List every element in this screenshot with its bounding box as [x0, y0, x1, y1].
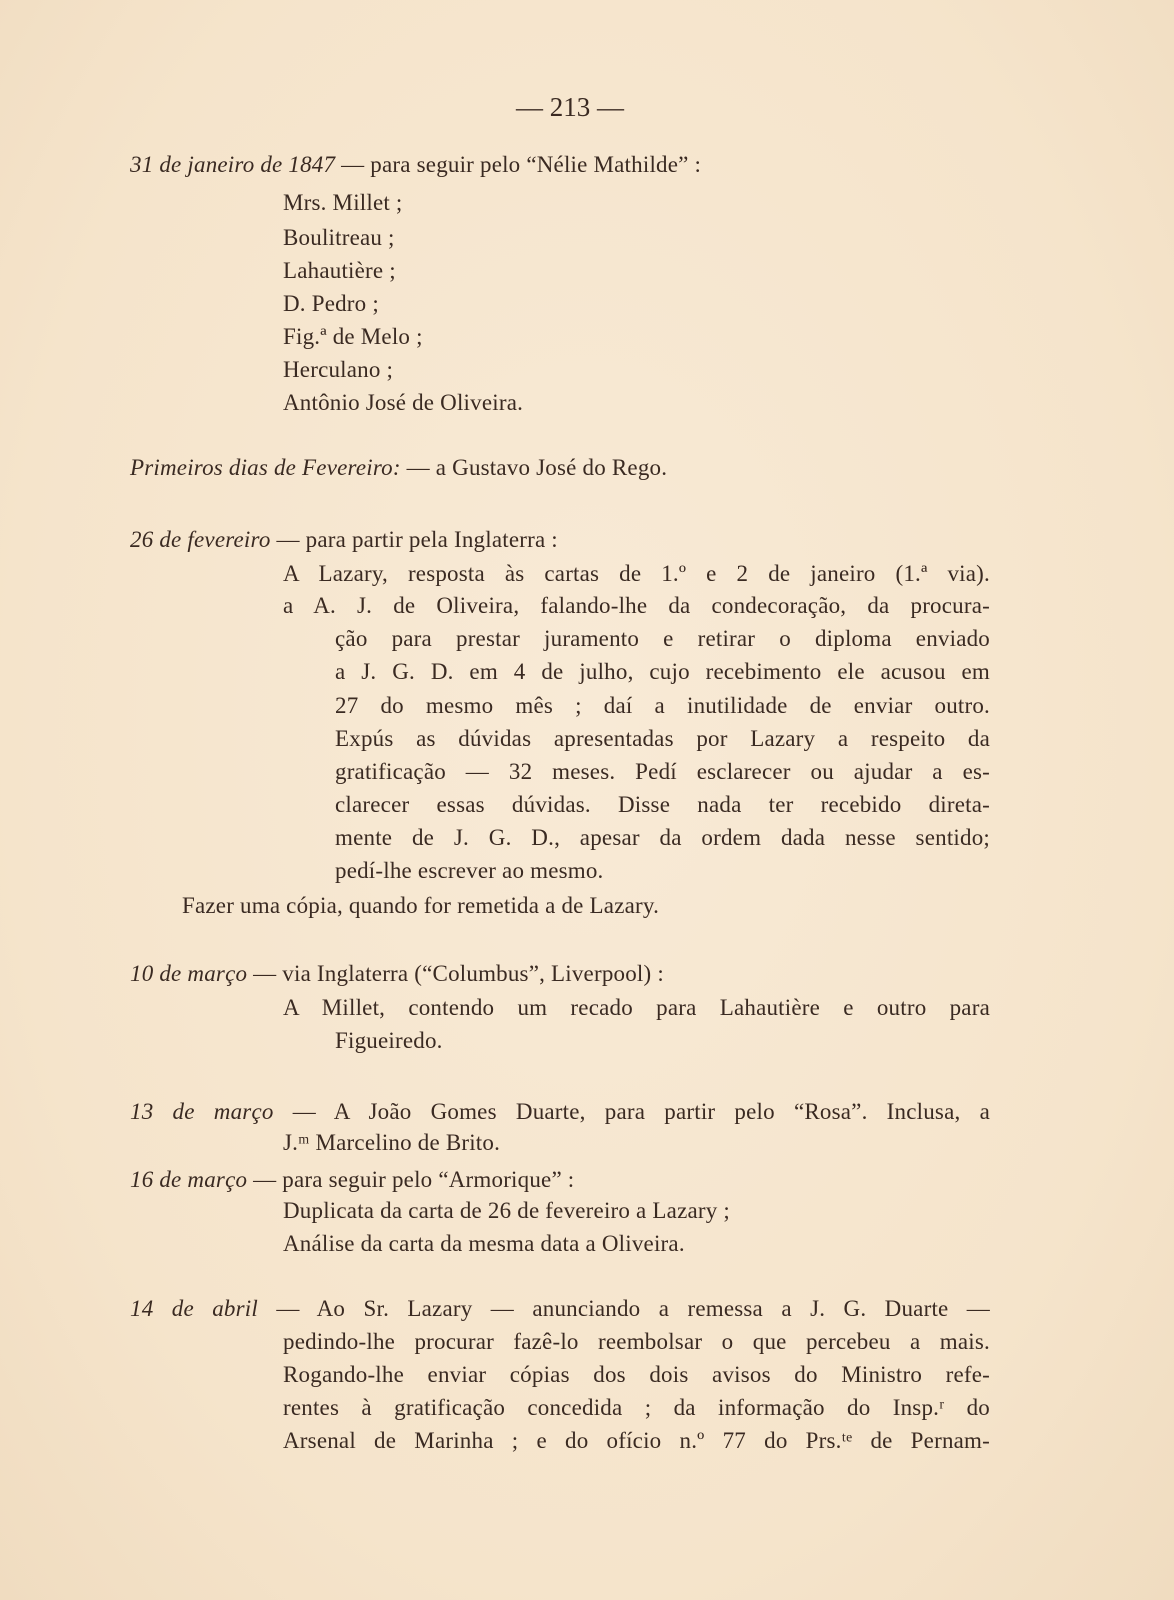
entry-heading: [130, 525, 558, 555]
entry-line: Herculano ;: [283, 357, 394, 382]
entry-date: 10 de março: [130, 961, 248, 986]
entry-line: Expús as dúvidas apresentadas por Lazary a respeito da: [335, 726, 990, 751]
entry-line: Boulitreau ;: [283, 225, 395, 250]
entry-heading-text: — para seguir pelo “Armorique” :: [247, 1167, 575, 1192]
entry-line: Figueiredo.: [335, 1028, 443, 1053]
entry-line: Antônio José de Oliveira.: [283, 390, 524, 415]
entry-line: Mrs. Millet ;: [283, 190, 403, 215]
entry-date: 13 de março: [130, 1099, 274, 1124]
entry-heading-text: — via Inglaterra (“Columbus”, Liverpool) :: [247, 961, 664, 986]
entry-line: pedindo-lhe procurar fazê-lo reembolsar o que percebeu a mais.: [283, 1329, 990, 1354]
entry-heading: [130, 1294, 990, 1324]
entry-date: Primeiros dias de Fevereiro:: [130, 455, 401, 480]
entry-line: Análise da carta da mesma data a Oliveira.: [283, 1231, 685, 1256]
entry-line: gratificação — 32 meses. Pedí esclarecer ou ajudar a es-: [335, 759, 990, 784]
entry-line: J.ᵐ Marcelino de Brito.: [283, 1130, 501, 1155]
entry-date: 31 de janeiro de 1847: [130, 152, 336, 177]
entry-heading: [130, 453, 667, 483]
entry-line: A Millet, contendo um recado para Lahautière e outro para: [283, 995, 990, 1020]
entry-heading: [130, 1165, 574, 1195]
entry-line: Fazer uma cópia, quando for remetida a de Lazary.: [182, 893, 660, 918]
entry-line: Lahautière ;: [283, 258, 396, 283]
entry-line: a A. J. de Oliveira, falando-lhe da condecoração, da procura-: [283, 593, 990, 618]
entry-heading: [130, 150, 701, 180]
entry-heading: [130, 959, 664, 989]
entry-heading: [130, 1097, 990, 1127]
entry-heading-text: — para partir pela Inglaterra :: [270, 527, 558, 552]
page-number: — 213 —: [516, 92, 624, 122]
entry-line: mente de J. G. D., apesar da ordem dada nesse sentido;: [335, 825, 990, 850]
entry-line: ção para prestar juramento e retirar o diploma enviado: [335, 626, 990, 651]
entry-date: 14 de abril: [130, 1296, 258, 1321]
entry-line: Arsenal de Marinha ; e do ofício n.º 77 do Prs.ᵗᵉ de Pernam-: [283, 1428, 990, 1453]
entry-line: rentes à gratificação concedida ; da informação do Insp.ʳ do: [283, 1395, 990, 1420]
entry-date: 16 de março: [130, 1167, 248, 1192]
entry-heading-text: — A João Gomes Duarte, para partir pelo “Rosa”. Inclusa, a: [273, 1099, 990, 1124]
entry-line: pedí-lhe escrever ao mesmo.: [335, 858, 604, 883]
entry-line: D. Pedro ;: [283, 291, 379, 316]
entry-line: Duplicata da carta de 26 de fevereiro a Lazary ;: [283, 1198, 730, 1223]
entry-line: A Lazary, resposta às cartas de 1.º e 2 de janeiro (1.ª via).: [283, 561, 990, 586]
entry-line: 27 do mesmo mês ; daí a inutilidade de enviar outro.: [335, 693, 990, 718]
entry-line: a J. G. D. em 4 de julho, cujo recebimento ele acusou em: [335, 659, 990, 684]
entry-heading-text: — Ao Sr. Lazary — anunciando a remessa a J. G. Duarte —: [257, 1296, 991, 1321]
entry-line: clarecer essas dúvidas. Disse nada ter recebido direta-: [335, 792, 990, 817]
entry-heading-text: — para seguir pelo “Nélie Mathilde” :: [335, 152, 702, 177]
entry-heading-text: — a Gustavo José do Rego.: [400, 455, 668, 480]
entry-line: Fig.ª de Melo ;: [283, 324, 423, 349]
entry-date: 26 de fevereiro: [130, 527, 271, 552]
entry-line: Rogando-lhe enviar cópias dos dois avisos do Ministro refe-: [283, 1362, 990, 1387]
